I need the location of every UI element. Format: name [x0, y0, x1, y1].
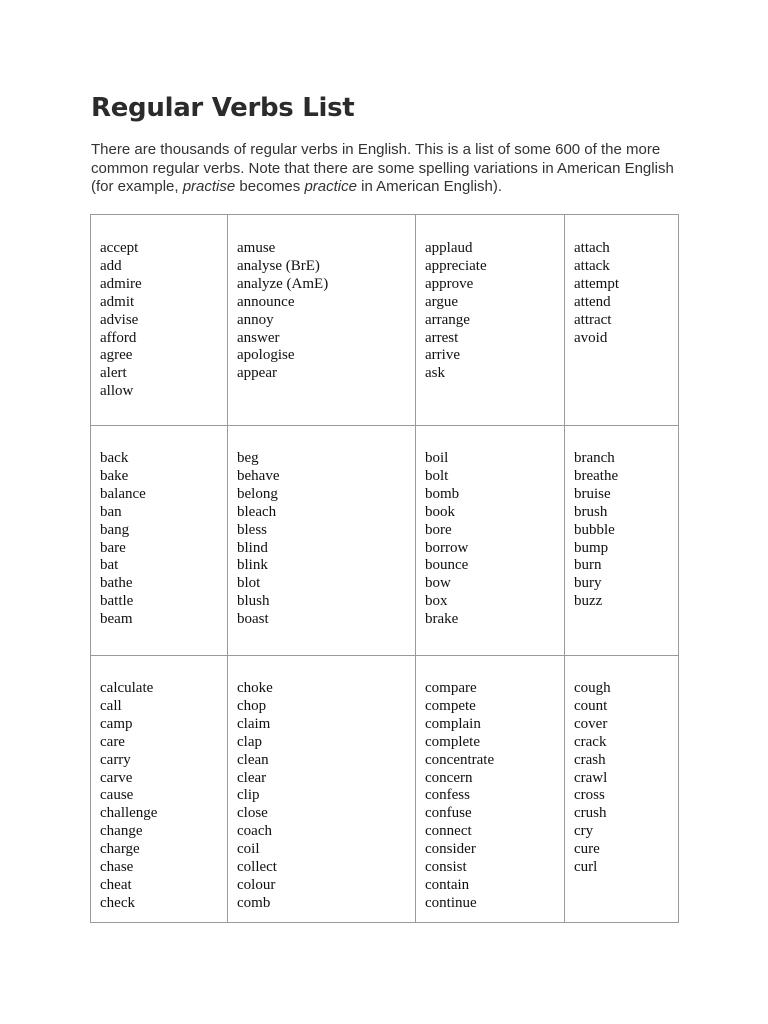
verb-item: bare [100, 539, 126, 556]
verb-item: bury [574, 575, 602, 592]
verb-item: breathe [574, 467, 619, 484]
table-row [91, 656, 679, 923]
verb-list [237, 680, 415, 913]
verb-item: bubble [574, 521, 615, 538]
verb-item: bruise [574, 485, 611, 502]
intro-text: There are thousands of regular verbs in English. This is a list of some 600 of the more common regular verbs. Note that there are some spelling variations in American English (for example, [91, 141, 674, 196]
verb-item: bake [100, 467, 129, 484]
verb-item: colour [237, 876, 276, 893]
verb-item: blush [237, 593, 270, 610]
verb-item: charge [100, 841, 140, 858]
verb-item: crawl [574, 769, 608, 786]
verb-item: complete [425, 733, 480, 750]
verb-item: answer [237, 329, 280, 346]
verb-list [425, 450, 564, 629]
verb-item: bang [100, 521, 130, 538]
verb-item: attract [574, 311, 612, 328]
verb-item: alert [100, 365, 127, 382]
verb-item: compete [425, 697, 476, 714]
verb-item: cheat [100, 876, 132, 893]
verb-item: boast [237, 611, 269, 628]
verb-item: applaud [425, 240, 473, 256]
verb-item: battle [100, 593, 134, 610]
verb-item: analyse (BrE) [237, 257, 320, 274]
verb-item: bore [425, 521, 452, 538]
verb-item: cover [574, 715, 608, 732]
verb-item: carry [100, 751, 131, 768]
verb-item: branch [574, 450, 615, 466]
verb-item: boil [425, 450, 449, 466]
verb-item: cry [574, 823, 594, 840]
verb-list [100, 240, 227, 401]
intro-paragraph [91, 141, 691, 197]
verb-item: curl [574, 859, 598, 876]
verb-item: back [100, 450, 129, 466]
verb-item: collect [237, 859, 277, 876]
verb-item: brake [425, 611, 459, 628]
verb-item: cough [574, 680, 611, 696]
table-cell [565, 656, 679, 923]
verb-item: book [425, 503, 455, 520]
verb-item: annoy [237, 311, 274, 328]
verb-item: bomb [425, 485, 460, 502]
verb-item: confess [425, 787, 470, 804]
verb-item: bump [574, 539, 609, 556]
verb-item: cross [574, 787, 605, 804]
verb-item: carve [100, 769, 133, 786]
verb-item: connect [425, 823, 472, 840]
verb-item: admit [100, 293, 135, 310]
verb-item: buzz [574, 593, 603, 610]
verb-item: amuse [237, 240, 276, 256]
verb-item: bat [100, 557, 119, 574]
verb-item: chase [100, 859, 134, 876]
verb-item: bless [237, 521, 267, 538]
verbs-table [90, 214, 679, 923]
verb-item: accept [100, 240, 139, 256]
verb-list [237, 240, 415, 383]
verb-item: bounce [425, 557, 469, 574]
verb-item: beam [100, 611, 133, 628]
verb-item: crush [574, 805, 607, 822]
verb-item: bathe [100, 575, 133, 592]
verb-item: appear [237, 365, 277, 382]
verb-item: arrest [425, 329, 459, 346]
page-title: Regular Verbs List [91, 93, 355, 123]
verb-item: admire [100, 275, 142, 292]
intro-text: in American English). [356, 178, 503, 196]
verb-item: clear [237, 769, 267, 786]
verb-item: bow [425, 575, 451, 592]
verb-item: claim [237, 715, 271, 732]
verb-item: camp [100, 715, 133, 732]
verb-item: clean [237, 751, 269, 768]
table-cell [416, 215, 565, 426]
table-cell [228, 656, 416, 923]
verb-item: agree [100, 347, 133, 364]
verb-item: argue [425, 293, 459, 310]
verb-item: blot [237, 575, 261, 592]
verb-item: behave [237, 467, 280, 484]
verb-item: coach [237, 823, 272, 840]
verb-item: care [100, 733, 125, 750]
verb-item: crack [574, 733, 607, 750]
verb-item: contain [425, 876, 470, 893]
verb-list [237, 450, 415, 629]
verb-item: challenge [100, 805, 158, 822]
intro-example-british: practise [182, 178, 236, 196]
verb-item: chop [237, 697, 267, 714]
verb-list [574, 240, 678, 347]
verb-item: attach [574, 240, 610, 256]
table-cell [565, 426, 679, 656]
table-cell [416, 656, 565, 923]
verb-list [425, 680, 564, 913]
verb-item: choke [237, 680, 273, 696]
verb-item: bolt [425, 467, 449, 484]
verb-item: balance [100, 485, 146, 502]
table-cell [91, 656, 228, 923]
verb-item: complain [425, 715, 481, 732]
verb-item: clap [237, 733, 262, 750]
verb-item: approve [425, 275, 474, 292]
verb-item: allow [100, 383, 134, 400]
verb-item: consider [425, 841, 476, 858]
intro-text: becomes [235, 178, 305, 196]
verbs-table-body [91, 215, 679, 923]
verb-item: analyze (AmE) [237, 275, 329, 292]
verb-item: call [100, 697, 122, 714]
verb-item: avoid [574, 329, 608, 346]
verb-item: apologise [237, 347, 295, 364]
verb-item: ban [100, 503, 122, 520]
verb-item: continue [425, 894, 477, 911]
verb-item: ask [425, 365, 445, 382]
verb-item: cause [100, 787, 134, 804]
intro-example-american: practice [304, 178, 357, 196]
verb-item: advise [100, 311, 139, 328]
verb-item: blind [237, 539, 268, 556]
table-cell [565, 215, 679, 426]
verb-item: cure [574, 841, 600, 858]
verb-item: arrive [425, 347, 460, 364]
verb-item: attack [574, 257, 610, 274]
table-row [91, 426, 679, 656]
verb-item: arrange [425, 311, 470, 328]
verb-item: borrow [425, 539, 469, 556]
verb-list [100, 450, 227, 629]
verb-item: consist [425, 859, 467, 876]
verb-item: burn [574, 557, 602, 574]
verb-item: coil [237, 841, 260, 858]
verb-list [100, 680, 227, 913]
verb-list [574, 450, 678, 611]
table-cell [228, 426, 416, 656]
verb-item: crash [574, 751, 606, 768]
verb-item: close [237, 805, 268, 822]
verb-item: appreciate [425, 257, 487, 274]
verb-item: box [425, 593, 448, 610]
verb-list [425, 240, 564, 383]
verb-item: announce [237, 293, 295, 310]
verb-item: change [100, 823, 143, 840]
verb-item: attend [574, 293, 611, 310]
verb-list [574, 680, 678, 877]
verb-item: attempt [574, 275, 619, 292]
verb-item: add [100, 257, 122, 274]
verb-item: check [100, 894, 135, 911]
verb-item: concentrate [425, 751, 495, 768]
verb-item: calculate [100, 680, 154, 696]
verb-item: confuse [425, 805, 472, 822]
table-cell [91, 426, 228, 656]
table-cell [416, 426, 565, 656]
verb-item: blink [237, 557, 268, 574]
verb-item: concern [425, 769, 473, 786]
table-cell [228, 215, 416, 426]
verb-item: bleach [237, 503, 277, 520]
verb-item: compare [425, 680, 477, 696]
table-row [91, 215, 679, 426]
verb-item: beg [237, 450, 259, 466]
verb-item: belong [237, 485, 278, 502]
verb-item: afford [100, 329, 137, 346]
verb-item: count [574, 697, 608, 714]
verb-item: comb [237, 894, 271, 911]
verb-item: brush [574, 503, 608, 520]
verb-item: clip [237, 787, 260, 804]
table-cell [91, 215, 228, 426]
